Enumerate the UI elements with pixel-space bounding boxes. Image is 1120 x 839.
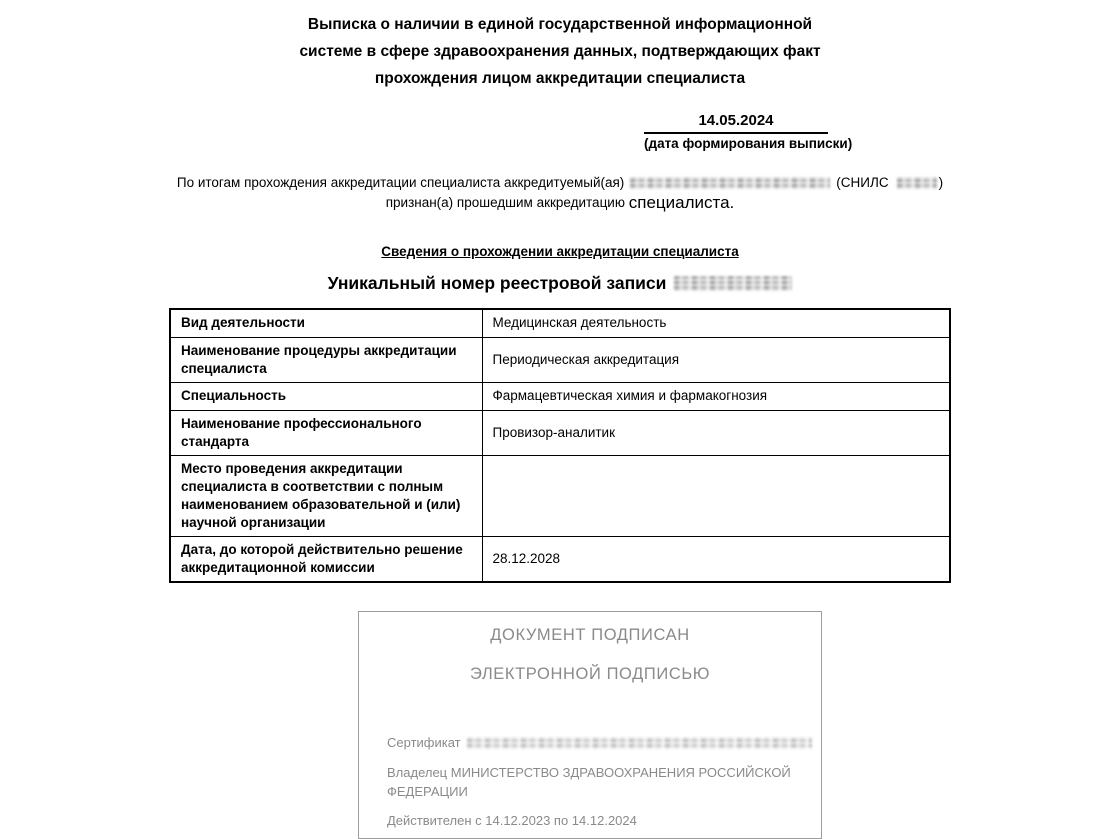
table-row — [170, 536, 950, 582]
certificate-owner: Владелец МИНИСТЕРСТВО ЗДРАВООХРАНЕНИЯ РОССИЙСКОЙ ФЕДЕРАЦИИ — [387, 764, 791, 799]
registry-number-label: Уникальный номер реестровой записи — [327, 273, 667, 293]
redacted-certificate-number — [467, 737, 812, 749]
certificate-validity: Действителен с 14.12.2023 по 14.12.2024 — [387, 812, 637, 828]
row-label: Вид деятельности — [170, 309, 482, 337]
row-value: 28.12.2028 — [482, 536, 950, 582]
table-row — [170, 455, 950, 536]
section-heading: Сведения о прохождении аккредитации специалиста — [381, 244, 739, 259]
issue-date-caption: (дата формирования выписки) — [644, 136, 853, 151]
table-row — [170, 382, 950, 410]
specialist-emphasis: специалиста. — [628, 193, 735, 212]
redacted-registry-number — [674, 276, 792, 291]
row-label: Наименование процедуры аккредитации специалиста — [170, 337, 482, 382]
table-row — [170, 309, 950, 337]
title-line-2: системе в сфере здравоохранения данных, подтверждающих факт — [299, 43, 821, 60]
signature-header-line-2: ЭЛЕКТРОННОЙ ПОДПИСЬЮ — [469, 664, 711, 683]
row-value: Фармацевтическая химия и фармакогнозия — [482, 382, 950, 410]
row-label: Специальность — [170, 382, 482, 410]
certificate-line — [387, 735, 793, 751]
row-value: Периодическая аккредитация — [482, 337, 950, 382]
electronic-signature-stamp — [358, 611, 822, 839]
issue-date-block — [644, 112, 853, 152]
row-label: Место проведения аккредитации специалиста в соответствии с полным наименованием образовательной и (или) научной организации — [170, 455, 482, 536]
row-label: Дата, до которой действительно решение аккредитационной комиссии — [170, 536, 482, 582]
document-title — [0, 0, 1120, 92]
row-label: Наименование профессионального стандарта — [170, 410, 482, 455]
intro-line-1 — [0, 173, 1120, 192]
snils-label: (СНИЛС — [836, 175, 889, 190]
certificate-label: Сертификат — [387, 734, 461, 750]
table-row — [170, 410, 950, 455]
row-value — [482, 455, 950, 536]
registry-number-line — [0, 272, 1120, 294]
accreditation-table — [169, 308, 951, 583]
redacted-accreditee-name — [630, 177, 830, 189]
title-line-1: Выписка о наличии в единой государственной информационной — [307, 16, 813, 33]
row-value: Медицинская деятельность — [482, 309, 950, 337]
signature-header-line-1: ДОКУМЕНТ ПОДПИСАН — [490, 625, 690, 644]
intro-line-2 — [0, 193, 1120, 212]
row-value: Провизор-аналитик — [482, 410, 950, 455]
title-line-3: прохождения лицом аккредитации специалиста — [374, 70, 746, 87]
intro-text-before-name: По итогам прохождения аккредитации специалиста аккредитуемый(ая) — [176, 175, 625, 190]
intro-paragraph — [0, 173, 1120, 212]
redacted-snils-number — [897, 177, 937, 189]
snils-close-paren: ) — [938, 175, 944, 190]
issue-date: 14.05.2024 — [644, 112, 828, 134]
intro-text-line-2: признан(а) прошедшим аккредитацию — [385, 195, 625, 210]
table-row — [170, 337, 950, 382]
